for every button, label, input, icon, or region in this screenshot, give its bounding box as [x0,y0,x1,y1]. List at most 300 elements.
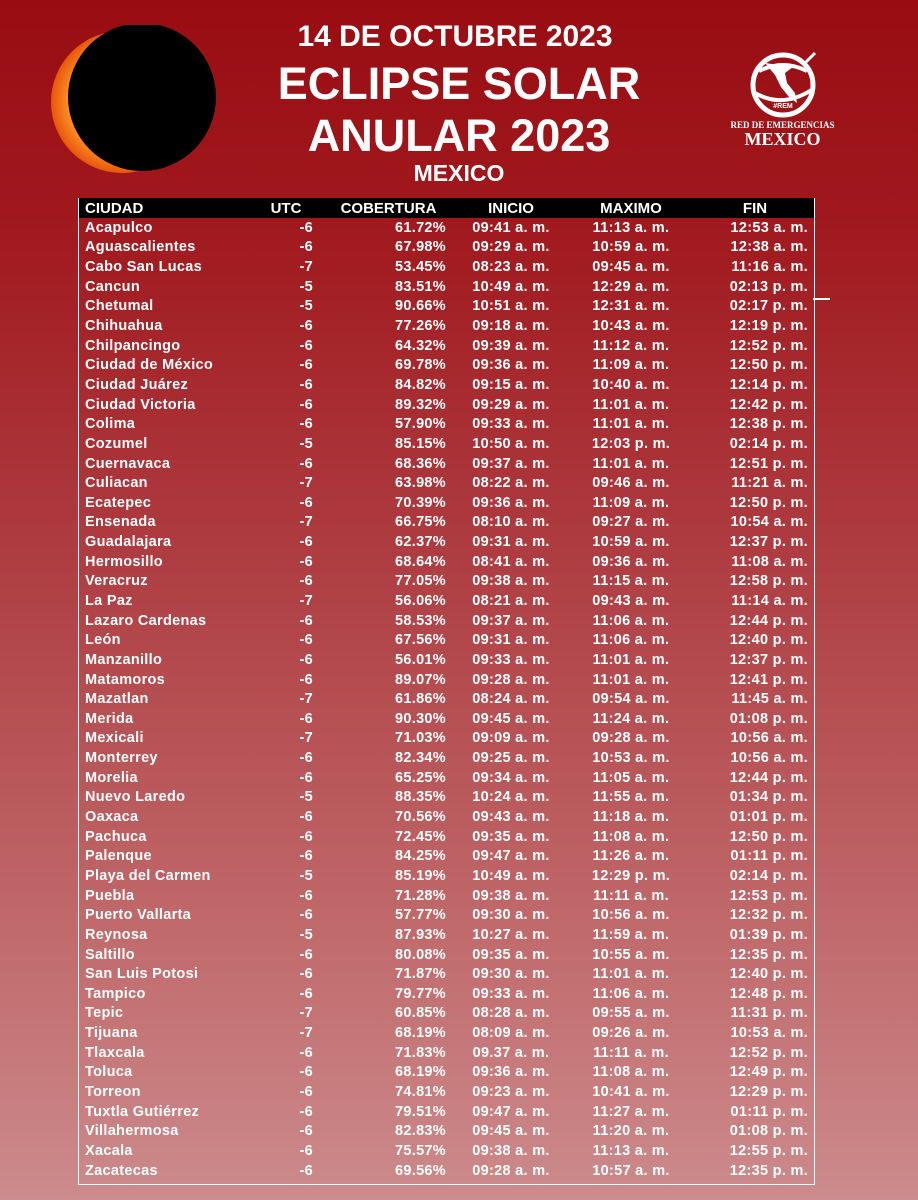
cell-maximo: 09:26 a. m. [592,1025,670,1042]
cell-inicio: 09:29 a. m. [472,396,550,413]
cell-fin: 12:38 a. m. [730,239,808,256]
cell-utc: -7 [299,1025,313,1042]
cell-maximo: 11:20 a. m. [592,1123,670,1140]
cell-fin: 11:31 p. m. [730,1005,808,1022]
cell-fin: 01:08 p. m. [729,1123,808,1140]
table-row [79,984,814,1004]
cell-inicio: 09:39 a. m. [472,337,550,354]
table-row [79,630,814,650]
cell-utc: -5 [299,278,313,295]
cell-cobertura: 77.26% [395,318,446,335]
cell-ciudad: Aguascalientes [85,239,196,256]
cell-fin: 12:50 p. m. [729,828,808,845]
table-body [79,218,814,1180]
cell-maximo: 11:15 a. m. [592,573,670,590]
cell-inicio: 08:28 a. m. [472,1005,550,1022]
cell-maximo: 10:59 a. m. [592,239,670,256]
cell-fin: 02:14 p. m. [729,435,808,452]
cell-inicio: 09:33 a. m. [472,985,550,1002]
cell-inicio: 09:37 a. m. [472,612,550,629]
cell-fin: 12:29 p. m. [729,1084,808,1100]
cell-inicio: 08:24 a. m. [472,691,550,708]
cell-cobertura: 74.81% [395,1084,446,1100]
cell-inicio: 09:23 a. m. [472,1084,550,1100]
cell-ciudad: Chetumal [85,298,154,315]
cell-maximo: 12:29 a. m. [592,278,670,295]
eclipse-table [78,198,815,1185]
cell-ciudad: Cozumel [85,435,148,452]
cell-maximo: 11:08 a. m. [592,1064,670,1081]
cell-maximo: 09:45 a. m. [592,259,670,276]
cell-maximo: 11:18 a. m. [592,809,670,826]
cell-maximo: 11:09 a. m. [592,357,670,374]
table-row [79,316,814,336]
cell-utc: -7 [299,259,313,276]
table-row [79,611,814,631]
cell-utc: -6 [299,337,313,354]
cell-cobertura: 84.82% [395,376,446,393]
col-header-inicio: INICIO [488,199,534,217]
cell-cobertura: 89.07% [395,671,446,688]
col-header-ciudad: CIUDAD [85,199,144,217]
cell-utc: -6 [299,416,313,433]
cell-fin: 10:53 a. m. [730,1025,808,1042]
cell-ciudad: Oaxaca [85,809,139,826]
country-label: MEXICO [413,160,505,186]
cell-utc: -7 [299,592,313,609]
eclipse-times-table [79,198,814,1180]
cell-fin: 12:38 p. m. [729,416,808,433]
cell-maximo: 11:24 a. m. [592,710,670,727]
cell-fin: 11:08 a. m. [731,553,808,570]
cell-maximo: 11:01 a. m. [592,396,670,413]
cell-ciudad: Matamoros [85,671,166,688]
cell-maximo: 11:27 a. m. [592,1103,670,1120]
cell-fin: 11:16 a. m. [731,259,808,276]
cell-maximo: 11:11 a. m. [593,1044,669,1061]
cell-utc: -7 [299,691,313,708]
page-title-line-2: ANULAR 2023 [307,110,611,161]
cell-inicio: 09:33 a. m. [472,416,550,433]
cell-ciudad: Puerto Vallarta [85,907,192,924]
cell-inicio: 09:31 a. m. [472,632,550,649]
cell-ciudad: Ciudad Juárez [85,376,189,393]
col-header-cobertura: COBERTURA [340,199,437,217]
table-row [79,827,814,847]
cell-maximo: 11:06 a. m. [592,985,670,1002]
cell-inicio: 09:38 a. m. [472,887,550,904]
cell-fin: 12:52 p. m. [729,1044,808,1061]
cell-ciudad: San Luis Potosi [85,966,199,983]
col-header-utc: UTC [270,199,302,217]
page-title-line-1: ECLIPSE SOLAR [277,58,641,109]
cell-inicio: 09:41 a. m. [472,219,550,236]
table-row [79,945,814,965]
cell-inicio: 08:22 a. m. [472,475,550,492]
cell-cobertura: 58.53% [395,612,446,629]
table-row [79,748,814,768]
cell-cobertura: 68.36% [395,455,446,472]
cell-utc: -5 [299,926,313,943]
cell-fin: 10:56 a. m. [730,750,808,767]
table-row [79,964,814,984]
cell-maximo: 09:27 a. m. [592,514,670,531]
cell-inicio: 10:49 a. m. [472,278,550,295]
cell-maximo: 09:46 a. m. [592,475,670,492]
cell-utc: -6 [299,396,313,413]
cell-fin: 12:35 p. m. [729,946,808,963]
cell-inicio: 10:51 a. m. [472,298,550,315]
table-row [79,218,814,238]
cell-ciudad: Toluca [85,1064,133,1081]
cell-ciudad: Tijuana [85,1025,138,1042]
cell-utc: -7 [299,730,313,747]
cell-utc: -6 [299,769,313,786]
cell-utc: -6 [299,357,313,374]
cell-maximo: 09:54 a. m. [592,691,670,708]
cell-ciudad: La Paz [85,592,133,609]
table-row [79,925,814,945]
cell-inicio: 09:45 a. m. [472,1123,550,1140]
cell-cobertura: 85.19% [395,867,446,884]
cell-fin: 12:44 p. m. [729,769,808,786]
cell-inicio: 09:45 a. m. [472,710,550,727]
cell-ciudad: Cuernavaca [85,455,171,472]
cell-cobertura: 67.56% [395,632,446,649]
cell-ciudad: Mexicali [85,730,144,747]
table-row [79,552,814,572]
cell-fin: 12:37 p. m. [729,651,808,668]
table-header-row [79,198,814,218]
cell-maximo: 11:01 a. m. [592,966,670,983]
cell-utc: -6 [299,219,313,236]
cell-cobertura: 57.77% [395,907,446,924]
cell-inicio: 10:27 a. m. [472,926,550,943]
cell-fin: 02:17 p. m. [729,298,808,315]
cell-inicio: 08:23 a. m. [472,259,550,276]
cell-cobertura: 65.25% [395,769,446,786]
cell-cobertura: 56.01% [395,651,446,668]
cell-ciudad: Villahermosa [85,1123,179,1140]
cell-ciudad: Hermosillo [85,553,163,570]
cell-fin: 11:14 a. m. [731,592,808,609]
cell-utc: -6 [299,907,313,924]
table-row [79,788,814,808]
cell-cobertura: 90.30% [395,710,446,727]
cell-maximo: 11:12 a. m. [592,337,670,354]
table-row [79,532,814,552]
cell-utc: -6 [299,887,313,904]
table-row [79,768,814,788]
cell-fin: 02:14 p. m. [729,867,808,884]
col-header-maximo: MAXIMO [600,199,662,217]
cell-cobertura: 70.39% [395,494,446,511]
cell-inicio: 09:36 a. m. [472,357,550,374]
cell-maximo: 11:09 a. m. [592,494,670,511]
table-row [79,493,814,513]
cell-utc: -6 [299,1044,313,1061]
cell-inicio: 09:34 a. m. [472,769,550,786]
cell-fin: 12:50 p. m. [729,357,808,374]
cell-maximo: 11:08 a. m. [592,828,670,845]
cell-inicio: 09:35 a. m. [472,828,550,845]
cell-ciudad: Pachuca [85,828,147,845]
cell-ciudad: Merida [85,710,134,727]
table-row [79,473,814,493]
cell-cobertura: 82.83% [395,1123,446,1140]
cell-maximo: 10:56 a. m. [592,907,670,924]
cell-utc: -6 [299,1162,313,1179]
cell-fin: 02:13 p. m. [729,278,808,295]
cell-cobertura: 72.45% [395,828,446,845]
table-row [79,513,814,533]
cell-inicio: 10:24 a. m. [472,789,550,806]
cell-ciudad: Puebla [85,887,135,904]
cell-fin: 10:54 a. m. [730,514,808,531]
cell-ciudad: Cancun [85,278,140,295]
table-row [79,1161,814,1181]
table-row [79,670,814,690]
cell-utc: -6 [299,1142,313,1159]
cell-utc: -6 [299,750,313,767]
cell-maximo: 09:55 a. m. [592,1005,670,1022]
cell-utc: -6 [299,573,313,590]
cell-ciudad: Ecatepec [85,494,152,511]
cell-inicio: 10:50 a. m. [472,435,550,452]
cell-cobertura: 87.93% [395,926,446,943]
cell-maximo: 10:55 a. m. [592,946,670,963]
table-row [79,1102,814,1122]
cell-inicio: 08:09 a. m. [472,1025,550,1042]
cell-cobertura: 79.77% [395,985,446,1002]
cell-maximo: 09:36 a. m. [592,553,670,570]
table-row [79,1063,814,1083]
cell-utc: -5 [299,867,313,884]
cell-ciudad: Colima [85,416,136,433]
cell-maximo: 11:13 a. m. [592,1142,670,1159]
cell-cobertura: 75.57% [395,1142,446,1159]
cell-utc: -6 [299,946,313,963]
table-row [79,591,814,611]
table-row [79,729,814,749]
cell-inicio: 09:28 a. m. [472,1162,550,1179]
cell-cobertura: 71.83% [395,1044,446,1061]
cell-utc: -6 [299,318,313,335]
cell-inicio: 09.37 a. m. [472,1044,550,1061]
cell-maximo: 11:26 a. m. [592,848,670,865]
cell-fin: 11:21 a. m. [731,475,808,492]
cell-utc: -6 [299,239,313,256]
cell-maximo: 10:57 a. m. [592,1162,670,1179]
cell-inicio: 08:41 a. m. [472,553,550,570]
cell-maximo: 11:13 a. m. [592,219,670,236]
cell-fin: 12:37 p. m. [729,534,808,551]
cell-inicio: 09:47 a. m. [472,1103,550,1120]
cell-inicio: 08:21 a. m. [472,592,550,609]
table-row [79,1004,814,1024]
table-row [79,709,814,729]
cell-fin: 12:44 p. m. [729,612,808,629]
cell-maximo: 09:43 a. m. [592,592,670,609]
cell-ciudad: Tlaxcala [85,1044,145,1061]
cell-fin: 12:50 p. m. [729,494,808,511]
cell-utc: -6 [299,710,313,727]
cell-cobertura: 69.78% [395,357,446,374]
cell-ciudad: Xacala [85,1142,133,1159]
cell-ciudad: Torreon [85,1084,141,1100]
cell-utc: -6 [299,553,313,570]
cell-inicio: 09:38 a. m. [472,1142,550,1159]
cell-cobertura: 84.25% [395,848,446,865]
cell-utc: -6 [299,632,313,649]
cell-fin: 12:40 p. m. [729,632,808,649]
cell-ciudad: Ciudad de México [85,357,214,374]
cell-cobertura: 77.05% [395,573,446,590]
cell-maximo: 11:01 a. m. [592,671,670,688]
cell-cobertura: 61.86% [395,691,446,708]
cell-fin: 12:41 p. m. [729,671,808,688]
cell-ciudad: Veracruz [85,573,148,590]
cell-cobertura: 68.19% [395,1025,446,1042]
table-row [79,650,814,670]
cell-ciudad: Tepic [85,1005,124,1022]
cell-utc: -6 [299,809,313,826]
table-row [79,1023,814,1043]
cell-fin: 01:11 p. m. [730,848,808,865]
cell-ciudad: Monterrey [85,750,158,767]
table-row [79,238,814,258]
cell-maximo: 12:03 p. m. [591,435,671,452]
cell-utc: -6 [299,612,313,629]
cell-maximo: 10:53 a. m. [592,750,670,767]
cell-maximo: 11:55 a. m. [592,789,670,806]
cell-maximo: 11:01 a. m. [592,416,670,433]
cell-fin: 12:52 p. m. [729,337,808,354]
cell-cobertura: 64.32% [395,337,446,354]
cell-ciudad: Chihuahua [85,318,163,335]
cell-ciudad: Culiacan [85,475,148,492]
cell-utc: -6 [299,651,313,668]
cell-ciudad: Tuxtla Gutiérrez [85,1103,200,1120]
table-row [79,355,814,375]
table-row [79,689,814,709]
cell-ciudad: León [85,632,121,649]
cell-cobertura: 68.64% [395,553,446,570]
cell-fin: 12:14 p. m. [729,376,808,393]
cell-fin: 12:51 p. m. [729,455,808,472]
logo-line-2: MEXICO [744,129,821,149]
cell-cobertura: 57.90% [395,416,446,433]
cell-ciudad: Chilpancingo [85,337,181,354]
cell-cobertura: 60.85% [395,1005,446,1022]
cell-ciudad: Reynosa [85,926,148,943]
cell-fin: 12:53 a. m. [730,219,808,236]
cell-fin: 01:11 p. m. [730,1103,808,1120]
table-row [79,395,814,415]
cell-ciudad: Ciudad Victoria [85,396,196,413]
event-date: 14 DE OCTUBRE 2023 [297,20,613,53]
table-row [79,257,814,277]
cell-maximo: 11:05 a. m. [592,769,670,786]
cell-cobertura: 79.51% [395,1103,446,1120]
table-row [79,277,814,297]
cell-utc: -6 [299,1064,313,1081]
cell-cobertura: 68.19% [395,1064,446,1081]
cell-ciudad: Palenque [85,848,152,865]
col-header-fin: FIN [742,199,768,217]
cell-inicio: 09:36 a. m. [472,494,550,511]
cell-maximo: 09:28 a. m. [592,730,670,747]
table-row [79,905,814,925]
cell-ciudad: Acapulco [85,219,153,236]
cell-cobertura: 66.75% [395,514,446,531]
cell-utc: -5 [299,789,313,806]
cell-maximo: 11:11 a. m. [593,887,669,904]
divider-tick [813,298,830,300]
cell-inicio: 09:29 a. m. [472,239,550,256]
table-row [79,1082,814,1102]
logo-line-1: RED DE EMERGENCIAS [730,120,835,130]
cell-cobertura: 82.34% [395,750,446,767]
table-row [79,1043,814,1063]
cell-fin: 12:49 p. m. [729,1064,808,1081]
table-row [79,454,814,474]
cell-fin: 01:08 p. m. [729,710,808,727]
cell-fin: 12:53 p. m. [729,887,808,904]
cell-utc: -5 [299,435,313,452]
cell-inicio: 08:10 a. m. [472,514,550,531]
cell-ciudad: Morelia [85,769,138,786]
table-row [79,807,814,827]
cell-utc: -6 [299,455,313,472]
cell-fin: 01:34 p. m. [729,789,808,806]
cell-cobertura: 71.87% [395,966,446,983]
cell-maximo: 10:40 a. m. [592,376,670,393]
cell-utc: -6 [299,376,313,393]
cell-fin: 11:45 a. m. [731,691,808,708]
cell-utc: -6 [299,534,313,551]
cell-maximo: 12:29 p. m. [591,867,671,884]
cell-fin: 12:40 p. m. [729,966,808,983]
table-row [79,297,814,317]
cell-utc: -7 [299,1005,313,1022]
cell-inicio: 09:43 a. m. [472,809,550,826]
cell-inicio: 09:31 a. m. [472,534,550,551]
cell-maximo: 11:06 a. m. [592,612,670,629]
cell-inicio: 09:37 a. m. [472,455,550,472]
cell-inicio: 09:33 a. m. [472,651,550,668]
table-row [79,1141,814,1161]
cell-maximo: 12:31 a. m. [592,298,670,315]
cell-ciudad: Ensenada [85,514,156,531]
cell-inicio: 09:30 a. m. [472,907,550,924]
cell-cobertura: 90.66% [395,298,446,315]
cell-inicio: 09:28 a. m. [472,671,550,688]
cell-cobertura: 83.51% [395,278,446,295]
cell-maximo: 11:59 a. m. [592,926,670,943]
table-row [79,414,814,434]
cell-utc: -6 [299,1084,313,1100]
cell-ciudad: Manzanillo [85,651,163,668]
cell-utc: -5 [299,298,313,315]
cell-inicio: 09:25 a. m. [472,750,550,767]
cell-maximo: 10:59 a. m. [592,534,670,551]
cell-utc: -7 [299,475,313,492]
cell-inicio: 09:18 a. m. [472,318,550,335]
table-row [79,847,814,867]
cell-inicio: 09:36 a. m. [472,1064,550,1081]
cell-inicio: 10:49 a. m. [472,867,550,884]
